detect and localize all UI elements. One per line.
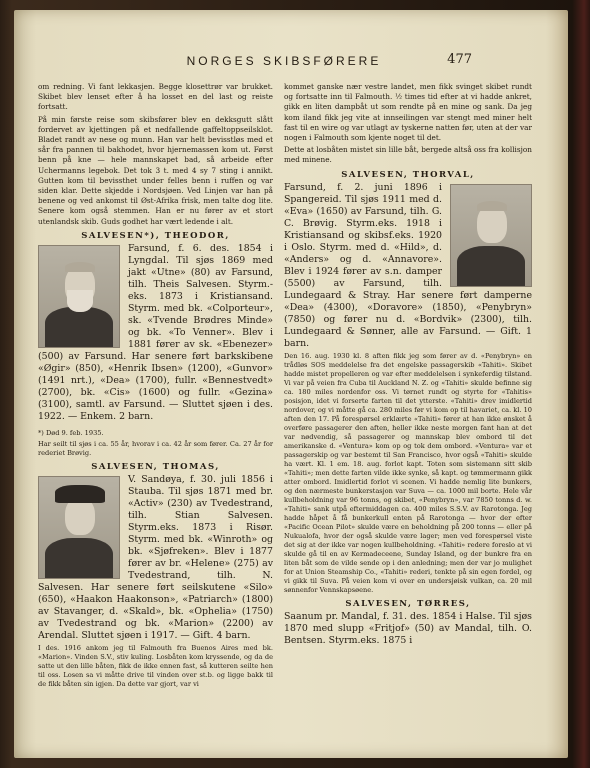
portrait-photo [38,245,120,348]
portrait-photo [38,476,120,579]
paragraph: om redning. Vi fant lekkasjen. Begge klosettrør var brukket. Skibet blev lenset efter å ha losset en del last og reiste fortsatt. [38,82,273,112]
entry-text: Farsund, f. 2. juni 1896 i Spangereid. Til sjøs 1911 med d. «Eva» (1650) av Farsund, tilh. G. C. Brøvig. Styrm.eks. 1918 i Kristiansand og skibsf.eks. 1920 i Oslo. Styrm. med d. «Hild», d. «Anders» og d. «Annavore». Blev i 1924 fører av s.n. damper (5500) av Farsund, tilh. Lundegaard & Stray. Har senere ført damperne «Dea» (4300), «Doravore» (1850), «Penybryn» (7850) og fører nu d. «Bordvik» (2300), tilh. Lundegaard & Sønner, alle av Farsund. — Gift. 1 barn. [284,181,532,349]
entry-body [38,474,273,644]
note: Har seilt til sjøs i ca. 55 år, hvorav i ca. 42 år som fører. Ca. 27 år for rederiet Brøvig. [38,440,273,458]
entry-text: Farsund, f. 6. des. 1854 i Lyngdal. Til sjøs 1869 med jakt «Utne» (80) av Farsund, tilh. Theis Salvesen. Styrm.-eks. 1873 i Kristiansand. Styrm. med bk. «Colporteur», sk. «Tvende Brødres Minde» og bk. «To Venner». Blev i 1881 fører av sk. «Ebenezer» (500) av Farsund. Har senere ført barkskibene «Øgir» (850), «Henrik Ibsen» (1200), «Gunvor» (1491 nrt.), «Dea» (1700), fullr. «Bennestvedt» (2700), bk. «Cis» (1600) og fullr. «Gezina» (3100), samtl. av Farsund. — Sluttet sjøen i des. 1922. — Enkem. 2 barn. [38,243,273,423]
page-number: 477 [447,52,472,67]
entry-body [284,182,532,352]
entry-heading: SALVESEN*), THEODOR, [81,230,230,241]
portrait-photo [450,184,532,287]
page-header [14,54,568,78]
right-column [284,82,532,649]
entry-heading: SALVESEN, TØRRES, [345,598,471,609]
entry-heading: SALVESEN, THOMAS, [91,462,220,473]
paragraph: kommet ganske nær vestre landet, men fikk svinget skibet rundt og fortsatte inn til Falmouth. ½ times tid efter at vi hadde ankret, gikk en liten dampbåt ut som rendte på en mine og sank. Da jeg kom iland fikk jeg vite at innseilingen var stengt med miner helt fast til en wire og var utlagt av tyskerne natten før, uten at der var nogen i Falmouth som kjente noget til det. [284,82,532,143]
anecdote: I des. 1916 ankom jeg til Falmouth fra Buenos Aires med bk. «Marion». Vinden S.V., stiv kuling. Losbåten kom kryssende, og da de satte ut den lille båten, fikk de ikke ennen fast, så kutteren seilte hen til oss. Losen sa vi måtte drive til vinden over st.b. og ligge bakk til de fikk båten sin igjen. Da dette var gjort, var vi [38,644,273,689]
paragraph: Dette at losbåten mistet sin lille båt, bergede altså oss fra kollisjon med minene. [284,145,532,165]
entry-text: V. Sandøya, f. 30. juli 1856 i Stauba. Til sjøs 1871 med br. «Activ» (230) av Tvedestrand, tilh. Stian Salvesen. Styrm.eks. 1873 i Risør. Styrm. med bk. «Winroth» og bk. «Sjøfreken». Blev i 1877 fører av br. «Helene» (275) av Tvedestrand, tilh. N. Salvesen. Har senere ført seilskutene «Silo» (650), «Haakon Haakonson», «Patriarch» (1800) av Stavanger, d. «Skald», bk. «Ophelia» (1750) av Tvedestrand og bk. «Marion» (2200) av Arendal. Sluttet sjøen i 1917. — Gift. 4 barn. [38,474,273,642]
entry-heading: SALVESEN, THORVAL, [341,169,475,180]
page [14,10,568,758]
footnote: *) Død 9. feb. 1935. [38,429,104,438]
left-column [38,82,273,691]
anecdote: Den 16. aug. 1930 kl. 8 aften fikk jeg som fører av d. «Penybryn» en trådløs SOS meddelelse fra det engelske passagerskib «Tahiti». Skibet hadde mistet propelleren og var efter meddelelsen i synkeferdig tilstand. Vi var på veien fra Cuba til Auckland N. Z. og «Tahiti» skulde befinne sig ca. 180 miles nordenfor oss. Vi tørnet rundt og styrte for «Tahitis» posisjon, idet vi forserte farten til det ytterste. «Tahiti» drev imidlertid nordover, og vi måtte gå ca. 280 miles før vi kom op til havariet, ca. kl. 10 aften den 17. På forespørsel erklærte «Tahiti» fører at han ikke ønsket å overføre passagerer den aften, heller ikke neste morgen fant han at det var nødvendig, så passagerer og mannskap blev ombord til det amerikanske d. «Ventura» kom op og tok dem ombord. «Ventura» var et passagerskip og var bestemt til San Francisco, hvor også «Tahiti» skulde ha vært. Kl. 1 em. 18. aug. forlot kapt. Toten som sistemann sitt skib «Tahiti»; men dette farten vilde ikke synke, så kapt. og tømmermann gikk atter ombord. Imidlertid forlot vi scenen. Vi hadde nemlig lite bunkers, og den nærmeste bunkerstasjon var Suva — ca. 1000 mil borte. Hele vår kullbeholdning var 96 tonns, og skibet, «Penybryn», var 7850 tonns d. w. «Tahiti» sank utpå eftermiddagen ca. 400 miles S.S.V. av Rarotonga. Jeg hadde håpet å få bunkerkull enten på Rarotonga — hvor der efter «Pacific Ocean Pilot» skulde være en beholdning på 200 tonns — eller på Nukualofa, hvor der også skulde være lager; men ved forespørsel viste det sig at der ikke var nogen kullbeholdning. «Tahiti» redere foreslo at vi skulde gå til en av Kermadeceene, Sunday Island, og der bunkre fra en liten båt som de vilde sende op i den anledning; men der var jo mulighet for at Union Steamship Co., «Tahiti» rederi, tenkte på sin egen fordel, og vi gikk til Suva. På veien kom vi over en undersjøisk vulkan, ca. 20 mil sønnenfor Vennskapsøene. [284,351,532,594]
entry-body [38,243,273,425]
paragraph: På min første reise som skibsfører blev en dekksgutt slått fordervet av kjettingen på et nedfallende gaffeltoppseilsklot. Bladet randt av nese og munn. Han var helt bevisstløs med et sår fra pannen til bakhodet, hvor hjernemassen kom ut. Først benn på kne — hele mannskapet bad, så arbeide efter Uchermanns legebok. Det tok 3 t. med 4 sy 7 sting i annikt. Gutten kom til bevissthet under felles benn i ruffen og var siden klar. Dette skjedde i Nordsjøen. Ved Linjen var han på benene og ved ankomst til Øst-Afrika frisk, men talte dog lite. Senere kom også stemmen. Han er nu fører av et stort utenlandsk skib. Guds godhet har vært ledende i alt. [38,114,273,226]
running-title: NORGES SKIBSFØRERE [186,54,382,68]
entry-text: Saanum pr. Mandal, f. 31. des. 1854 i Halse. Til sjøs 1870 med slupp «Fritjof» (50) av Mandal, tilh. O. Bentsen. Styrm.eks. 1875 i [284,611,532,647]
